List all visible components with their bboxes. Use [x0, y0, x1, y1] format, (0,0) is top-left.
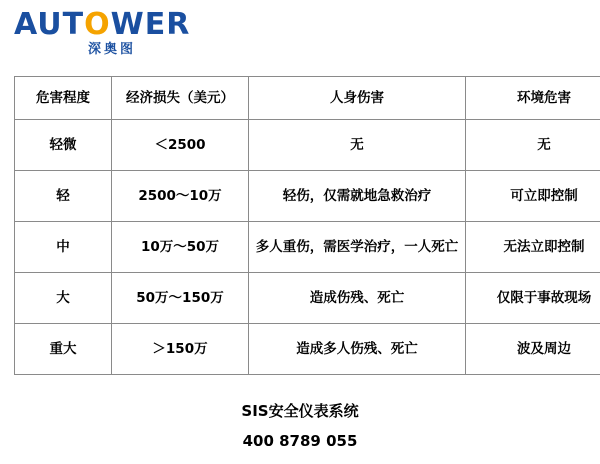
cell-injury: 无: [249, 120, 466, 171]
table-row: [15, 324, 600, 375]
cell-severity: 重大: [15, 324, 112, 375]
cell-severity: 中: [15, 222, 112, 273]
cell-environment: 可立即控制: [466, 171, 600, 222]
risk-matrix-table-wrapper: [14, 76, 592, 375]
logo-wordmark-accent: O: [84, 7, 111, 42]
column-header-environmental-harm: 环境危害: [466, 77, 600, 120]
company-logo: [14, 7, 224, 62]
table-row: [15, 120, 600, 171]
cell-loss: 10万～50万: [112, 222, 249, 273]
cell-severity: 轻: [15, 171, 112, 222]
cell-loss: ＜2500: [112, 120, 249, 171]
risk-matrix-table: [14, 76, 600, 375]
column-header-economic-loss: 经济损失（美元）: [112, 77, 249, 120]
cell-severity: 大: [15, 273, 112, 324]
logo-wordmark-suffix: WER: [110, 7, 191, 42]
logo-subtitle: 深奥图: [88, 42, 137, 57]
column-header-severity: 危害程度: [15, 77, 112, 120]
cell-loss: ＞150万: [112, 324, 249, 375]
cell-loss: 2500～10万: [112, 171, 249, 222]
footer-title: SIS安全仪表系统: [241, 402, 359, 420]
cell-environment: 无: [466, 120, 600, 171]
footer-phone: 400 8789 055: [242, 432, 358, 450]
table-row: [15, 171, 600, 222]
cell-injury: 轻伤，仅需就地急救治疗: [249, 171, 466, 222]
footer: [0, 396, 600, 456]
table-body: [15, 120, 600, 375]
cell-environment: 波及周边: [466, 324, 600, 375]
table-row: [15, 222, 600, 273]
table-header: [15, 77, 600, 120]
logo-wordmark-prefix: AUT: [14, 7, 85, 42]
cell-environment: 仅限于事故现场: [466, 273, 600, 324]
cell-environment: 无法立即控制: [466, 222, 600, 273]
logo-wordmark: [14, 7, 224, 42]
column-header-personal-injury: 人身伤害: [249, 77, 466, 120]
table-header-row: [15, 77, 600, 120]
cell-loss: 50万～150万: [112, 273, 249, 324]
cell-injury: 多人重伤，需医学治疗，一人死亡: [249, 222, 466, 273]
cell-injury: 造成多人伤残、死亡: [249, 324, 466, 375]
cell-severity: 轻微: [15, 120, 112, 171]
cell-injury: 造成伤残、死亡: [249, 273, 466, 324]
table-row: [15, 273, 600, 324]
